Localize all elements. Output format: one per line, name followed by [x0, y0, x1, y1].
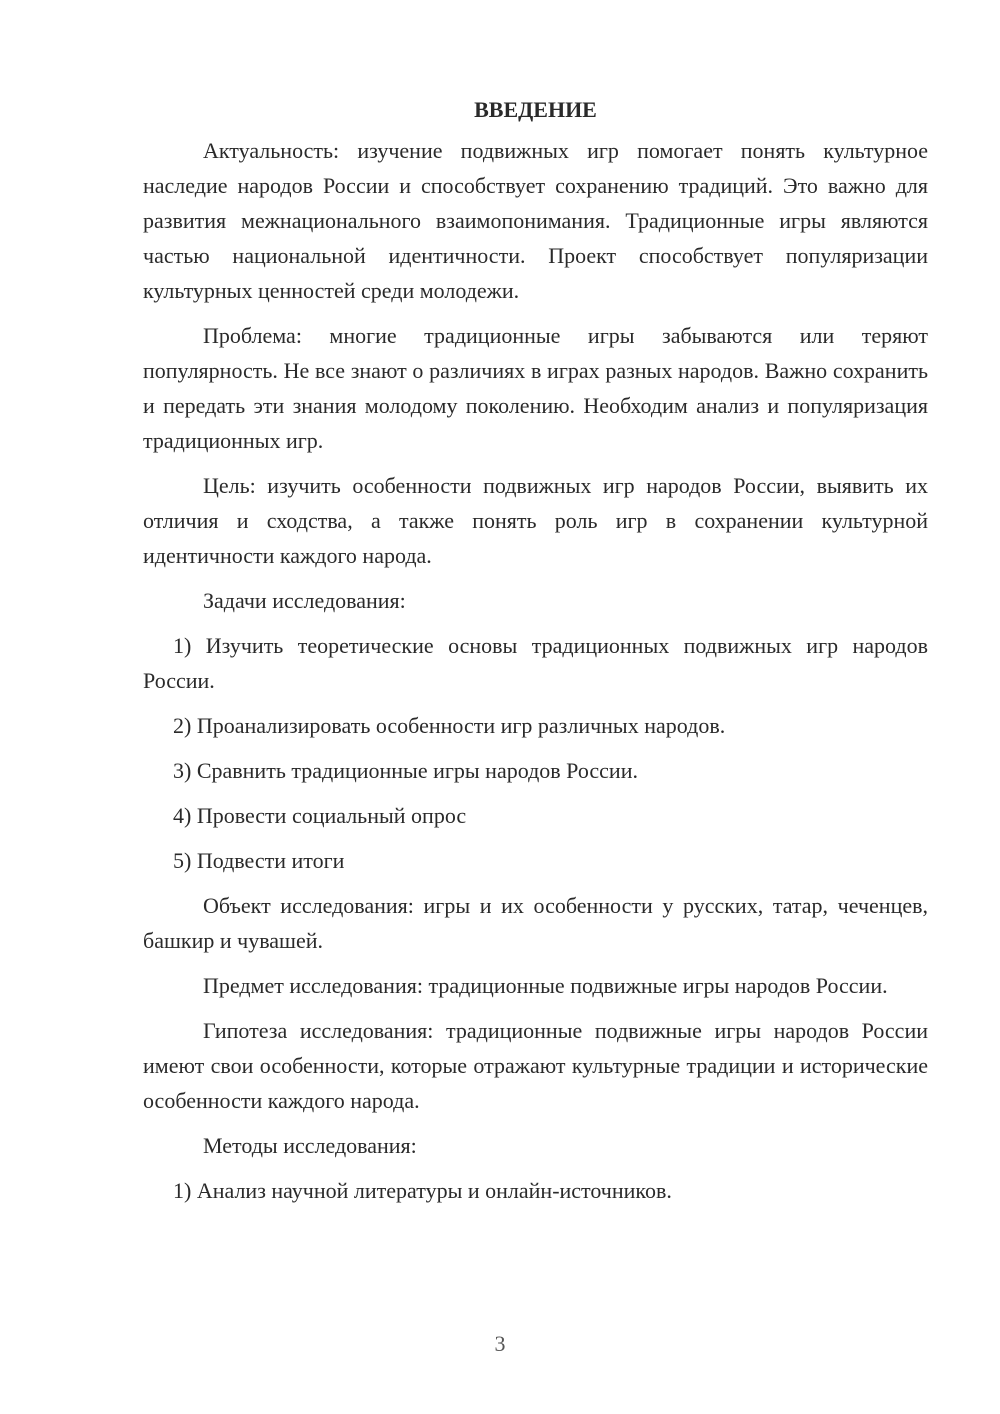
task-item: 1) Изучить теоретические основы традиционных подвижных игр народов России. — [143, 633, 928, 693]
task-item: 3) Сравнить традиционные игры народов России. — [173, 758, 638, 783]
page-number: 3 — [494, 1331, 506, 1356]
object-paragraph: Объект исследования: игры и их особенности у русских, татар, чеченцев, башкир и чувашей. — [143, 893, 928, 953]
problem-paragraph: Проблема: многие традиционные игры забываются или теряют популярность. Не все знают о различиях в играх разных народов. Важно сохранить и передать эти знания молодому поколению. Необходим анализ и популяризация традиционных игр. — [143, 323, 928, 453]
task-item: 4) Провести социальный опрос — [173, 803, 467, 828]
methods-heading: Методы исследования: — [203, 1133, 417, 1158]
relevance-paragraph: Актуальность: изучение подвижных игр помогает понять культурное наследие народов России и способствует сохранению традиций. Это важно для развития межнационального взаимопонимания. Традиционные игры являются частью национальной идентичности. Проект способствует популяризации культурных ценностей среди молодежи. — [143, 138, 928, 303]
section-title: ВВЕДЕНИЕ — [474, 97, 597, 122]
method-item: 1) Анализ научной литературы и онлайн-источников. — [173, 1178, 672, 1203]
document-page — [143, 92, 928, 1218]
hypothesis-paragraph: Гипотеза исследования: традиционные подвижные игры народов России имеют свои особенности, которые отражают культурные традиции и исторические особенности каждого народа. — [143, 1018, 928, 1113]
subject-paragraph: Предмет исследования: традиционные подвижные игры народов России. — [203, 973, 888, 998]
task-item: 2) Проанализировать особенности игр различных народов. — [173, 713, 726, 738]
task-item: 5) Подвести итоги — [173, 848, 345, 873]
goal-paragraph: Цель: изучить особенности подвижных игр народов России, выявить их отличия и сходства, а также понять роль игр в сохранении культурной идентичности каждого народа. — [143, 473, 928, 568]
tasks-heading: Задачи исследования: — [203, 588, 406, 613]
